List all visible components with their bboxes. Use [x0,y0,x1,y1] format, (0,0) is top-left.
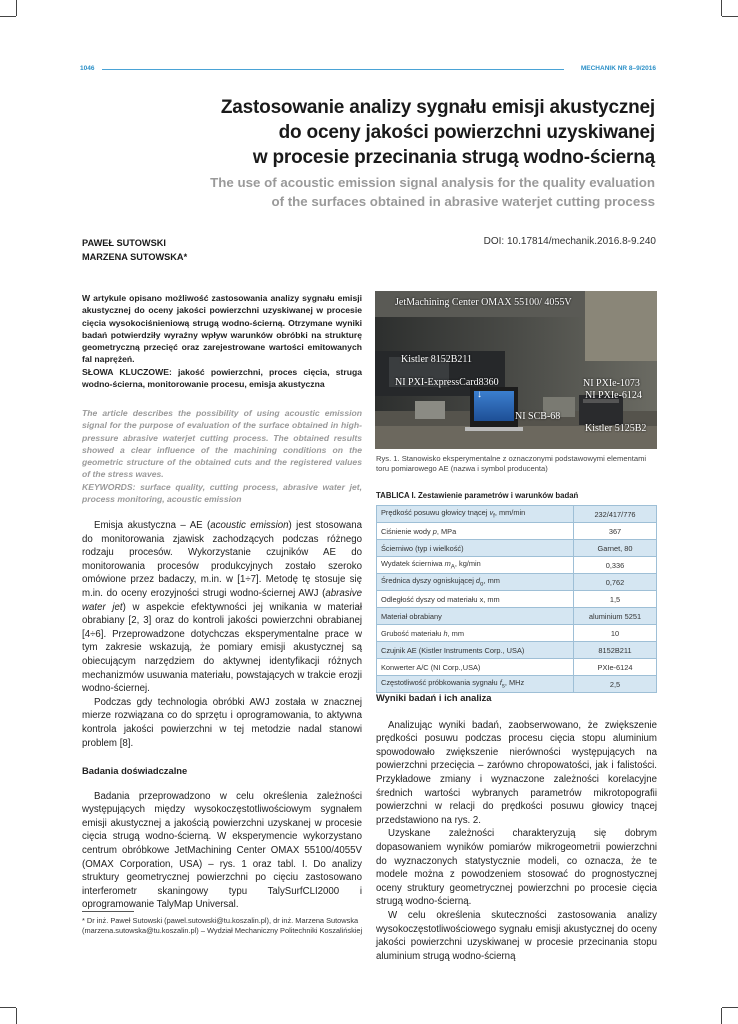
footnote-rule [82,911,134,912]
crop-mark [721,1008,722,1024]
header-rule [102,69,564,70]
crop-mark [16,1008,17,1024]
paragraph: Uzyskane zależności charakteryzują się dobrym dopasowaniem wyników pomiarów mikrogeometrii powierzchni do wyznaczonych statystycznie modeli, co oznacza, że te modele można z powodzeniem stosować do prognostycznej oceny struktury geometrycznej powierzchni po procesie cięcia strugą wodno-ścierną. [376,828,657,908]
table-row [377,540,657,557]
table-value: aluminium 5251 [574,608,657,625]
figure-photo [375,291,657,449]
abstract-english [82,407,362,505]
table-row [377,625,657,642]
page-number: 1046 [80,65,95,72]
title-english-line: The use of acoustic emission signal analysis for the quality evaluation [210,175,655,190]
crop-mark [0,1007,16,1008]
arrow-pointer: ↓ [477,389,482,400]
table-param: Grubość materiału h, mm [377,625,574,642]
table-row [377,642,657,659]
crop-mark [16,0,17,16]
section-heading: Wyniki badań i ich analiza [376,692,492,703]
table-value: 0,336 [574,557,657,574]
body-left-column [82,519,362,912]
table-value: 8152B211 [574,642,657,659]
paragraph: Emisja akustyczna – AE (acoustic emission) jest stosowana do monitorowania zjawisk zachodzących podczas różnego rodzaju procesów. Wykorzystanie czujników AE do monitorowania procesów produkcyjnych zostało szeroko omówione przez badaczy, m.in. w [1÷7]. Metodę tę stosuje się m.in. do oceny erozyjności strugi wodno-ściernej AWJ (abrasive water jet) w aspekcie efektywności jej wnikania w materiał obrabiany [2, 3] oraz do kontroli jakości powierzchni obrabianej [4÷6]. Przeprowadzone dotychczas eksperymentalne prace w tym zakresie wskazują, że pomiary emisji akustycznej są obiecującym narzędziem do aktywnej identyfikacji różnych mechanizmów usuwania materiału, powstających w trakcie erozji wodno-ściernej. [82,520,362,695]
journal-name: MECHANIK NR 8–9/2016 [580,65,656,72]
title-polish-line: Zastosowanie analizy sygnału emisji akustycznej [220,97,655,118]
paragraph: Podczas gdy technologia obróbki AWJ została w znacznej mierze rozwiązana co do sprzętu i oprogramowania, to aktywna kontrola jakości powierzchni w tej metodzie nadal stanowi problem [8]. [82,696,362,749]
table-value: 367 [574,523,657,540]
label-omax: JetMachining Center OMAX 55100/ 4055V [395,297,572,308]
table-value: 232/417/776 [574,506,657,523]
abstract-polish [82,292,362,390]
parameters-table [376,505,657,693]
table-param: Częstotliwość próbkowania sygnału $f_s$, MHz [377,676,574,693]
label-ni-scb-68: NI SCB-68 [515,411,561,422]
table-row [377,659,657,676]
table-row [377,506,657,523]
label-ni-pxie-1073: NI PXIe-1073 [583,378,640,389]
footnote: * Dr inż. Paweł Sutowski (pawel.sutowski@tu.koszalin.pl), dr inż. Marzena Sutowska (marzena.sutowska@tu.koszalin.pl) – Wydział Mechaniczny Politechniki Koszalińskiej [82,916,363,936]
table-param: Prędkość posuwu głowicy tnącej $v_f$, mm/min [377,506,574,523]
table-param: Średnica dyszy ogniskującej $d_o$, mm [377,574,574,591]
table-value: 1,5 [574,591,657,608]
figure-caption: Rys. 1. Stanowisko eksperymentalne z oznaczonymi podstawowymi elementami toru pomiarowego AE (nazwa i symbol producenta) [376,454,647,474]
paragraph: Badania przeprowadzono w celu określenia zależności występujących między wysokoczęstotliwościowym sygnałem emisji akustycznej a jakością powierzchni uzyskanej w procesie cięcia strugą wodno-ścierną. W eksperymencie wykorzystano centrum obróbkowe JetMachining Center OMAX 55100/4055V (OMAX Corporation, USA) – rys. 1 oraz tabl. I. Do analizy struktury geometrycznej powierzchni po cięciu zastosowano interferometr skaningowy typu TalySurfCLI2000 i oprogramowanie TalyMap Universal. [82,790,362,911]
abstract-polish-text: W artykule opisano możliwość zastosowania analizy sygnału emisji akustycznej do oceny jakości powierzchni uzyskiwanej w procesie cięcia wysokociśnieniową strugą wodno-ścierną. Otrzymane wyniki badań potwierdziły wyraźny wpływ warunków obróbki na strukturę geometryczną przecięć oraz zarejestrowane wartości emitowanych fal naprężeń. [82,293,362,365]
table-row [377,557,657,574]
table-title: TABLICA I. Zestawienie parametrów i warunków badań [376,491,579,500]
keywords-english: KEYWORDS: surface quality, cutting process, abrasive water jet, process monitoring, acoustic emission [82,481,362,505]
title-polish [95,95,655,170]
table-row [377,574,657,591]
table-param: Materiał obrabiany [377,608,574,625]
abstract-english-text: The article describes the possibility of using acoustic emission signal for the purpose of evaluation of the surface obtained in high-pressure abrasive waterjet cutting process. The obtained results showed a clear influence of the machining conditions on the geometric structure of the obtained cuts and the registered values of the stress waves. [82,408,362,480]
section-heading: Badania doświadczalne [82,765,188,777]
table-param: Wydatek ścierniwa $m_A$, kg/min [377,557,574,574]
label-kistler-5125: Kistler 5125B2 [585,423,647,434]
author-name: MARZENA SUTOWSKA* [82,252,188,262]
authors [82,236,187,264]
table-value: Garnet, 80 [574,540,657,557]
label-kistler-8152: Kistler 8152B211 [401,354,473,365]
label-ni-pxie-6124: NI PXIe-6124 [585,390,642,401]
table-value: 0,762 [574,574,657,591]
author-name: PAWEŁ SUTOWSKI [82,238,166,248]
table-row [377,591,657,608]
table-value: 10 [574,625,657,642]
crop-mark [722,1007,738,1008]
title-polish-line: do oceny jakości powierzchni uzyskiwanej [278,122,655,143]
keywords-polish: SŁOWA KLUCZOWE: jakość powierzchni, proces cięcia, struga wodno-ścierna, monitorowanie procesu, emisja akustyczna [82,366,362,390]
table-param: Odległość dyszy od materiału x, mm [377,591,574,608]
crop-mark [722,16,738,17]
paragraph: W celu określenia skuteczności zastosowania analizy wysokoczęstotliwościowego sygnału emisji akustycznej do oceny jakości powierzchni uzyskiwanej w procesie przecinania stopu aluminium strugą wodno-ścierną [376,909,657,962]
table-value: PXIe-6124 [574,659,657,676]
table-param: Ciśnienie wody p, MPa [377,523,574,540]
table-row [377,523,657,540]
table-param: Ścierniwo (typ i wielkość) [377,540,574,557]
table-param: Czujnik AE (Kistler Instruments Corp., USA) [377,642,574,659]
body-right-column [376,691,657,963]
crop-mark [0,16,16,17]
label-ni-express-card: NI PXI-ExpressCard8360 [395,377,499,388]
running-header [80,65,656,75]
title-english-line: of the surfaces obtained in abrasive waterjet cutting process [271,194,655,209]
table-row [377,676,657,693]
table-row [377,608,657,625]
table-value: 2,5 [574,676,657,693]
title-polish-line: w procesie przecinania strugą wodno-ścierną [252,147,655,168]
table-param: Konwerter A/C (NI Corp.,USA) [377,659,574,676]
paragraph: Analizując wyniki badań, zaobserwowano, że zwiększenie prędkości posuwu podczas procesu cięcia stopu aluminium spowodowało zwiększenie nierówności występujących na powierzchni przecięcia – zarówno chropowatości, jak i falistości. Przykładowe zmiany i wyznaczone zależności korelacyjne średnich wartości wybranych parametrów mikrotopografii powierzchni w relacji do prędkości posuwu głowicy tnącej przedstawiono na rys. 2. [376,719,657,826]
title-english [95,173,655,211]
crop-mark [721,0,722,16]
doi: DOI: 10.17814/mechanik.2016.8-9.240 [483,236,656,247]
